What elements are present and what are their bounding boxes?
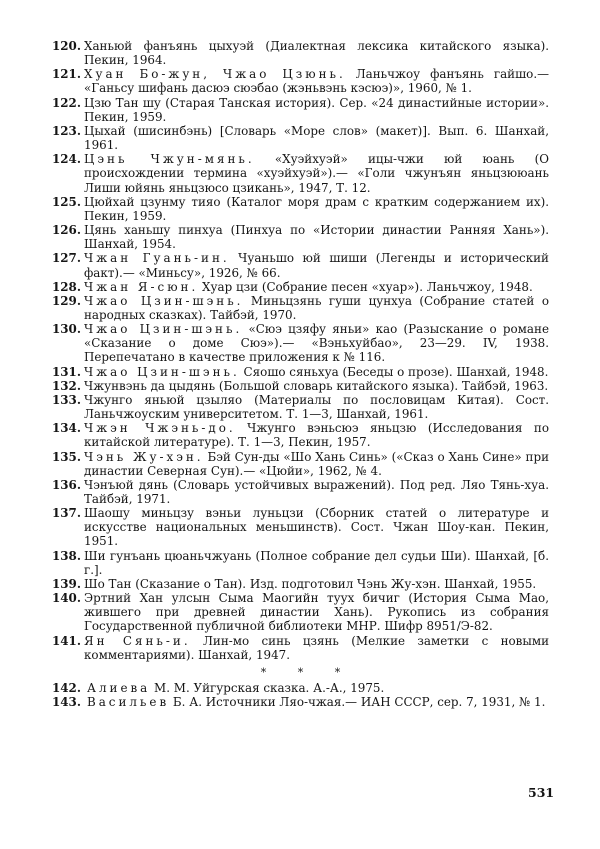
entry-number: 136. bbox=[52, 477, 81, 492]
entry-number: 124. bbox=[52, 152, 81, 167]
entry-author: Чжан Я-сюн. bbox=[84, 279, 199, 294]
bibliography-entry bbox=[52, 365, 549, 379]
entry-text: Чжунвэнь да цыдянь (Большой словарь китайского языка). Тайбэй, 1963. bbox=[84, 378, 549, 393]
entry-number: 125. bbox=[52, 194, 81, 209]
entry-author: Алиева bbox=[86, 681, 151, 696]
bibliography-entry bbox=[52, 124, 549, 152]
entry-author: Чжэн Чжэнь-до. bbox=[84, 421, 236, 436]
entry-author: Цэнь Чжун-мянь. bbox=[84, 152, 255, 167]
entry-author: Чжао Цзин-шэнь. bbox=[84, 322, 243, 337]
bibliography-entry bbox=[52, 450, 549, 478]
entry-number: 133. bbox=[52, 392, 81, 407]
entry-text: Цзю Тан шу (Старая Танская история). Сер. «24 династийные истории». Пекин, 1959. bbox=[84, 95, 549, 124]
entry-number: 120. bbox=[52, 39, 81, 53]
entry-number: 139. bbox=[52, 576, 81, 591]
entry-text: Б. А. Источники Ляо-чжая.— ИАН СССР, сер. 7, 1931, № 1. bbox=[169, 695, 546, 710]
entry-text: Чжунго вэньсюэ яньцзю (Исследования по китайской литературе). Т. 1—3, Пекин, 1957. bbox=[84, 421, 549, 450]
entry-number: 141. bbox=[52, 633, 81, 648]
entry-number: 134. bbox=[52, 421, 81, 436]
entry-number: 142. bbox=[52, 681, 81, 696]
bibliography-entry bbox=[52, 681, 549, 695]
entry-text: «Сюэ цзяфу яньи» као (Разыскание о романе «Сказание о доме Сюэ»).— «Вэньхуйбао», 23—29. IV, 1938. Перепечатано в качестве приложения к № 116. bbox=[84, 322, 549, 365]
bibliography-entry bbox=[52, 577, 549, 591]
entry-text: Бэй Сун-ды «Шо Хань Синь» («Сказ о Хань Сине» при династии Северная Сун).— «Цюйи», 1962, № 4. bbox=[84, 449, 549, 478]
entry-number: 122. bbox=[52, 95, 81, 110]
entry-author: Чжан Гуань-ин. bbox=[84, 251, 230, 266]
entry-author: Ян Сянь-и. bbox=[84, 633, 191, 648]
bibliography-entry bbox=[52, 549, 549, 577]
entry-number: 129. bbox=[52, 293, 81, 308]
entry-author: Васильев bbox=[86, 695, 170, 710]
bibliography-entry bbox=[52, 695, 549, 709]
entry-number: 130. bbox=[52, 322, 81, 337]
entry-number: 126. bbox=[52, 223, 81, 238]
bibliography-entry bbox=[52, 421, 549, 449]
bibliography-entry bbox=[52, 195, 549, 223]
entry-author: Чэнь Жу-хэн. bbox=[84, 449, 204, 464]
entry-text: Цыхай (шисинбэнь) [Словарь «Море слов» (макет)]. Вып. 6. Шанхай, 1961. bbox=[84, 123, 549, 153]
entry-number: 131. bbox=[52, 364, 81, 379]
bibliography-entry bbox=[52, 506, 549, 548]
page-number: 531 bbox=[528, 785, 555, 800]
bibliography-entry bbox=[52, 294, 549, 322]
entry-text: Чэнъюй дянь (Словарь устойчивых выражений). Под ред. Ляо Тянь-хуа. Тайбэй, 1971. bbox=[84, 477, 549, 506]
entry-text: Ланьчжоу фанъянь гайшо.— «Ганьсу шифань дасюэ сюэбао (жэньвэнь кэсюэ)», 1960, № 1. bbox=[84, 67, 549, 96]
entry-number: 128. bbox=[52, 279, 81, 294]
bibliography-entry bbox=[52, 223, 549, 251]
bibliography-entry bbox=[52, 96, 549, 124]
entry-text: Шо Тан (Сказание о Тан). Изд. подготовил Чэнь Жу-хэн. Шанхай, 1955. bbox=[84, 576, 537, 591]
entry-text: Миньцзянь гуши цунхуа (Собрание статей о народных сказках). Тайбэй, 1970. bbox=[84, 293, 549, 322]
entry-text: Ши гунъань цюаньчжуань (Полное собрание дел судьи Ши). Шанхай, [б. г.]. bbox=[84, 548, 549, 577]
entry-number: 121. bbox=[52, 67, 81, 82]
bibliography-entry bbox=[52, 634, 549, 662]
bibliography-entry bbox=[52, 478, 549, 506]
entry-author: Чжао Цзин-шэнь. bbox=[84, 293, 244, 308]
bibliography-entry bbox=[52, 379, 549, 393]
bibliography-entry bbox=[52, 280, 549, 294]
entry-text: Хуар цзи (Собрание песен «хуар»). Ланьчжоу, 1948. bbox=[198, 279, 533, 294]
entry-author: Чжао Цзин-шэнь. bbox=[84, 364, 240, 379]
entry-text: Эртний Хан улсын Сыма Маогийн тууx бичиг (История Сыма Мао, жившего при древней династии Хань). Рукопись из собрания Государственной публичной библиотеки МНР. Шифр 8951/Э-82. bbox=[84, 591, 549, 634]
entry-number: 143. bbox=[52, 695, 81, 710]
entry-number: 127. bbox=[52, 251, 81, 266]
entry-text: Цюйхай цзунму тияо (Каталог моря драм с кратким содержанием их). Пекин, 1959. bbox=[84, 194, 549, 223]
entry-number: 137. bbox=[52, 506, 81, 521]
entry-number: 135. bbox=[52, 449, 81, 464]
entry-text: Цянь ханьшу пинхуа (Пинхуа по «Истории династии Ранняя Хань»). Шанхай, 1954. bbox=[84, 223, 549, 252]
entry-text: М. М. Уйгурская сказка. А.-А., 1975. bbox=[150, 681, 385, 696]
entry-text: Ханьюй фанъянь цыхуэй (Диалектная лексика китайского языка). Пекин, 1964. bbox=[84, 39, 549, 68]
entry-text: Шаошу миньцзу вэньи луньцзи (Сборник статей о литературе и искусстве национальных меньшинств). Сост. Чжан Шоу-кан. Пекин, 1951. bbox=[84, 506, 549, 549]
entry-text: Чжунго яньюй цзыляо (Материалы по пословицам Китая). Сост. Ланьчжоуским университетом. Т. 1—3, Шанхай, 1961. bbox=[84, 392, 549, 422]
entry-text: Лин-мо синь цзянь (Мелкие заметки с новыми комментариями). Шанхай, 1947. bbox=[84, 633, 549, 662]
bibliography-entry bbox=[52, 322, 549, 364]
entry-author: Хуан Бо-жун, Чжао Цзюнь. bbox=[84, 67, 346, 82]
entry-number: 138. bbox=[52, 548, 81, 563]
bibliography-entry bbox=[52, 591, 549, 633]
bibliography-entry bbox=[52, 39, 549, 67]
entry-text: «Хуэйхуэй» ицы-чжи юй юань (О происхождении термина «хуэйхуэй»).— «Голи чжунъян яньцзююань Лиши юйянь яньцзюсо цзикань», 1947, Т. 12. bbox=[84, 152, 549, 195]
entry-text: Сяошо сяньхуа (Беседы о прозе). Шанхай, 1948. bbox=[239, 364, 549, 379]
bibliography-entry bbox=[52, 67, 549, 95]
bibliography-list bbox=[52, 39, 549, 709]
entry-text: Чуаньшо юй шиши (Легенды и исторический факт).— «Миньсу», 1926, № 66. bbox=[84, 251, 549, 280]
bibliography-entry bbox=[52, 152, 549, 194]
entry-number: 132. bbox=[52, 378, 81, 393]
bibliography-entry bbox=[52, 393, 549, 421]
section-separator: * * * bbox=[260, 665, 355, 679]
entry-number: 140. bbox=[52, 591, 81, 606]
entry-number: 123. bbox=[52, 123, 81, 138]
bibliography-entry bbox=[52, 251, 549, 279]
